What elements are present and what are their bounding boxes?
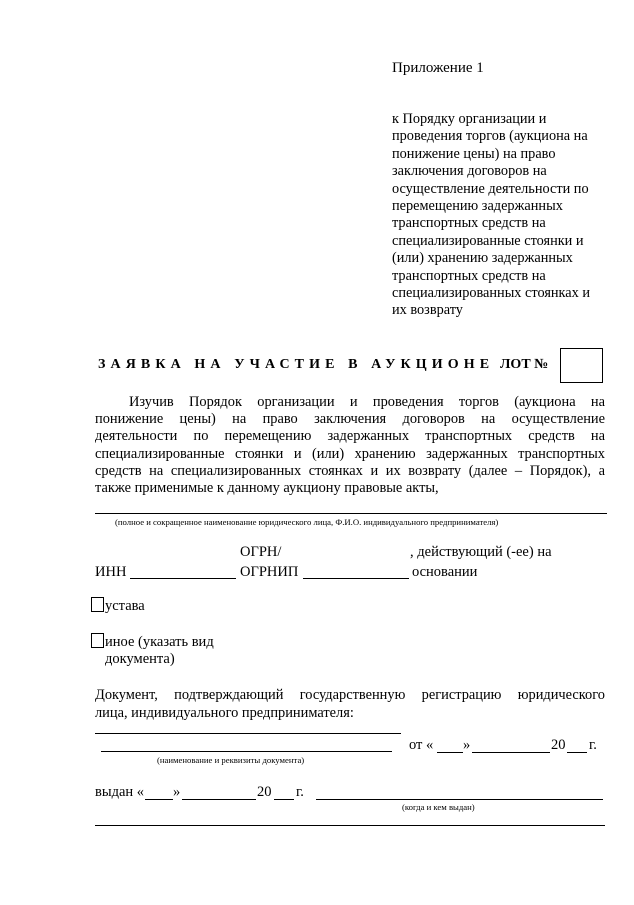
registration-day-field[interactable] <box>437 752 463 753</box>
acting-label: , действующий (-ее) на <box>410 544 552 560</box>
appendix-reference <box>392 111 617 320</box>
registration-year-field[interactable] <box>567 752 587 753</box>
charter-label: устава <box>105 598 145 614</box>
ogrn-label: ОГРН/ <box>240 544 282 560</box>
lot-number-field[interactable] <box>560 348 603 383</box>
intro-line: деятельности по перемещению задержанных транспортных средств на <box>95 428 605 445</box>
appendix-line: заключения договоров на <box>392 163 547 180</box>
registration-doc-line-1[interactable] <box>95 733 401 734</box>
appendix-line: специализированные стоянки и <box>392 232 584 249</box>
appendix-title: Приложение 1 <box>392 60 484 76</box>
issued-by-line-2[interactable] <box>95 825 605 826</box>
registration-line: Документ, подтверждающий государственную регистрацию юридического <box>95 687 605 703</box>
applicant-name-line[interactable] <box>95 513 607 514</box>
registration-line: лица, индивидуального предпринимателя: <box>95 704 354 721</box>
issued-caption: (когда и кем выдан) <box>402 802 475 812</box>
intro-line: специализированные стоянки и (или) хранению задержанных транспортных <box>95 445 605 462</box>
registration-paragraph <box>95 687 605 722</box>
other-document-checkbox[interactable] <box>91 633 104 648</box>
ogrnip-label: ОГРНИП <box>240 564 299 580</box>
intro-line: понижение цены) на право заключения договоров на осуществление <box>95 411 605 428</box>
issued-year-field[interactable] <box>274 799 294 800</box>
issued-year-prefix: 20 <box>257 784 272 800</box>
applicant-name-caption: (полное и сокращенное наименование юридического лица, Ф.И.О. индивидуального предпринимателя) <box>115 517 499 527</box>
form-heading: ЗАЯВКА НА УЧАСТИЕ В АУКЦИОНЕ <box>98 357 495 372</box>
appendix-line: понижение цены) на право <box>392 145 556 162</box>
appendix-line: (или) хранению задержанных <box>392 250 573 267</box>
intro-paragraph <box>95 394 605 497</box>
appendix-line: их возврату <box>392 302 463 319</box>
registration-year-suffix: г. <box>589 737 597 753</box>
charter-checkbox[interactable] <box>91 597 104 612</box>
appendix-line: осуществление деятельности по <box>392 180 589 197</box>
basis-label: основании <box>412 564 478 580</box>
appendix-line: транспортных средств на <box>392 267 546 284</box>
issued-day-field[interactable] <box>145 799 173 800</box>
appendix-line: перемещению задержанных <box>392 198 563 215</box>
issued-month-field[interactable] <box>182 799 256 800</box>
issued-year-suffix: г. <box>296 784 304 800</box>
intro-line: средств на специализированных стоянках и их возврату (далее – Порядок), а <box>95 462 605 479</box>
other-document-label-cont: документа) <box>105 651 175 667</box>
issued-label-open: выдан « <box>95 784 145 800</box>
lot-label: ЛОТ № <box>500 357 549 372</box>
appendix-line: транспортных средств на <box>392 215 546 232</box>
ogrn-field[interactable] <box>303 578 409 579</box>
registration-doc-caption: (наименование и реквизиты документа) <box>157 755 305 765</box>
registration-date-close: » <box>463 737 471 753</box>
registration-doc-line-2[interactable] <box>101 751 392 752</box>
inn-label: ИНН <box>95 564 127 580</box>
appendix-line: проведения торгов (аукциона на <box>392 128 588 145</box>
registration-date-open: от « <box>409 737 434 753</box>
intro-line: Изучив Порядок организации и проведения торгов (аукциона на <box>129 394 605 410</box>
intro-line: также применимые к данному аукциону правовые акты, <box>95 480 439 497</box>
issued-label-close: » <box>173 784 181 800</box>
registration-month-field[interactable] <box>472 752 550 753</box>
registration-year-prefix: 20 <box>551 737 566 753</box>
inn-field[interactable] <box>130 578 236 579</box>
other-document-label: иное (указать вид <box>105 634 214 650</box>
appendix-line: специализированных стоянках и <box>392 285 590 302</box>
issued-by-field[interactable] <box>316 799 603 800</box>
appendix-line: к Порядку организации и <box>392 111 547 127</box>
